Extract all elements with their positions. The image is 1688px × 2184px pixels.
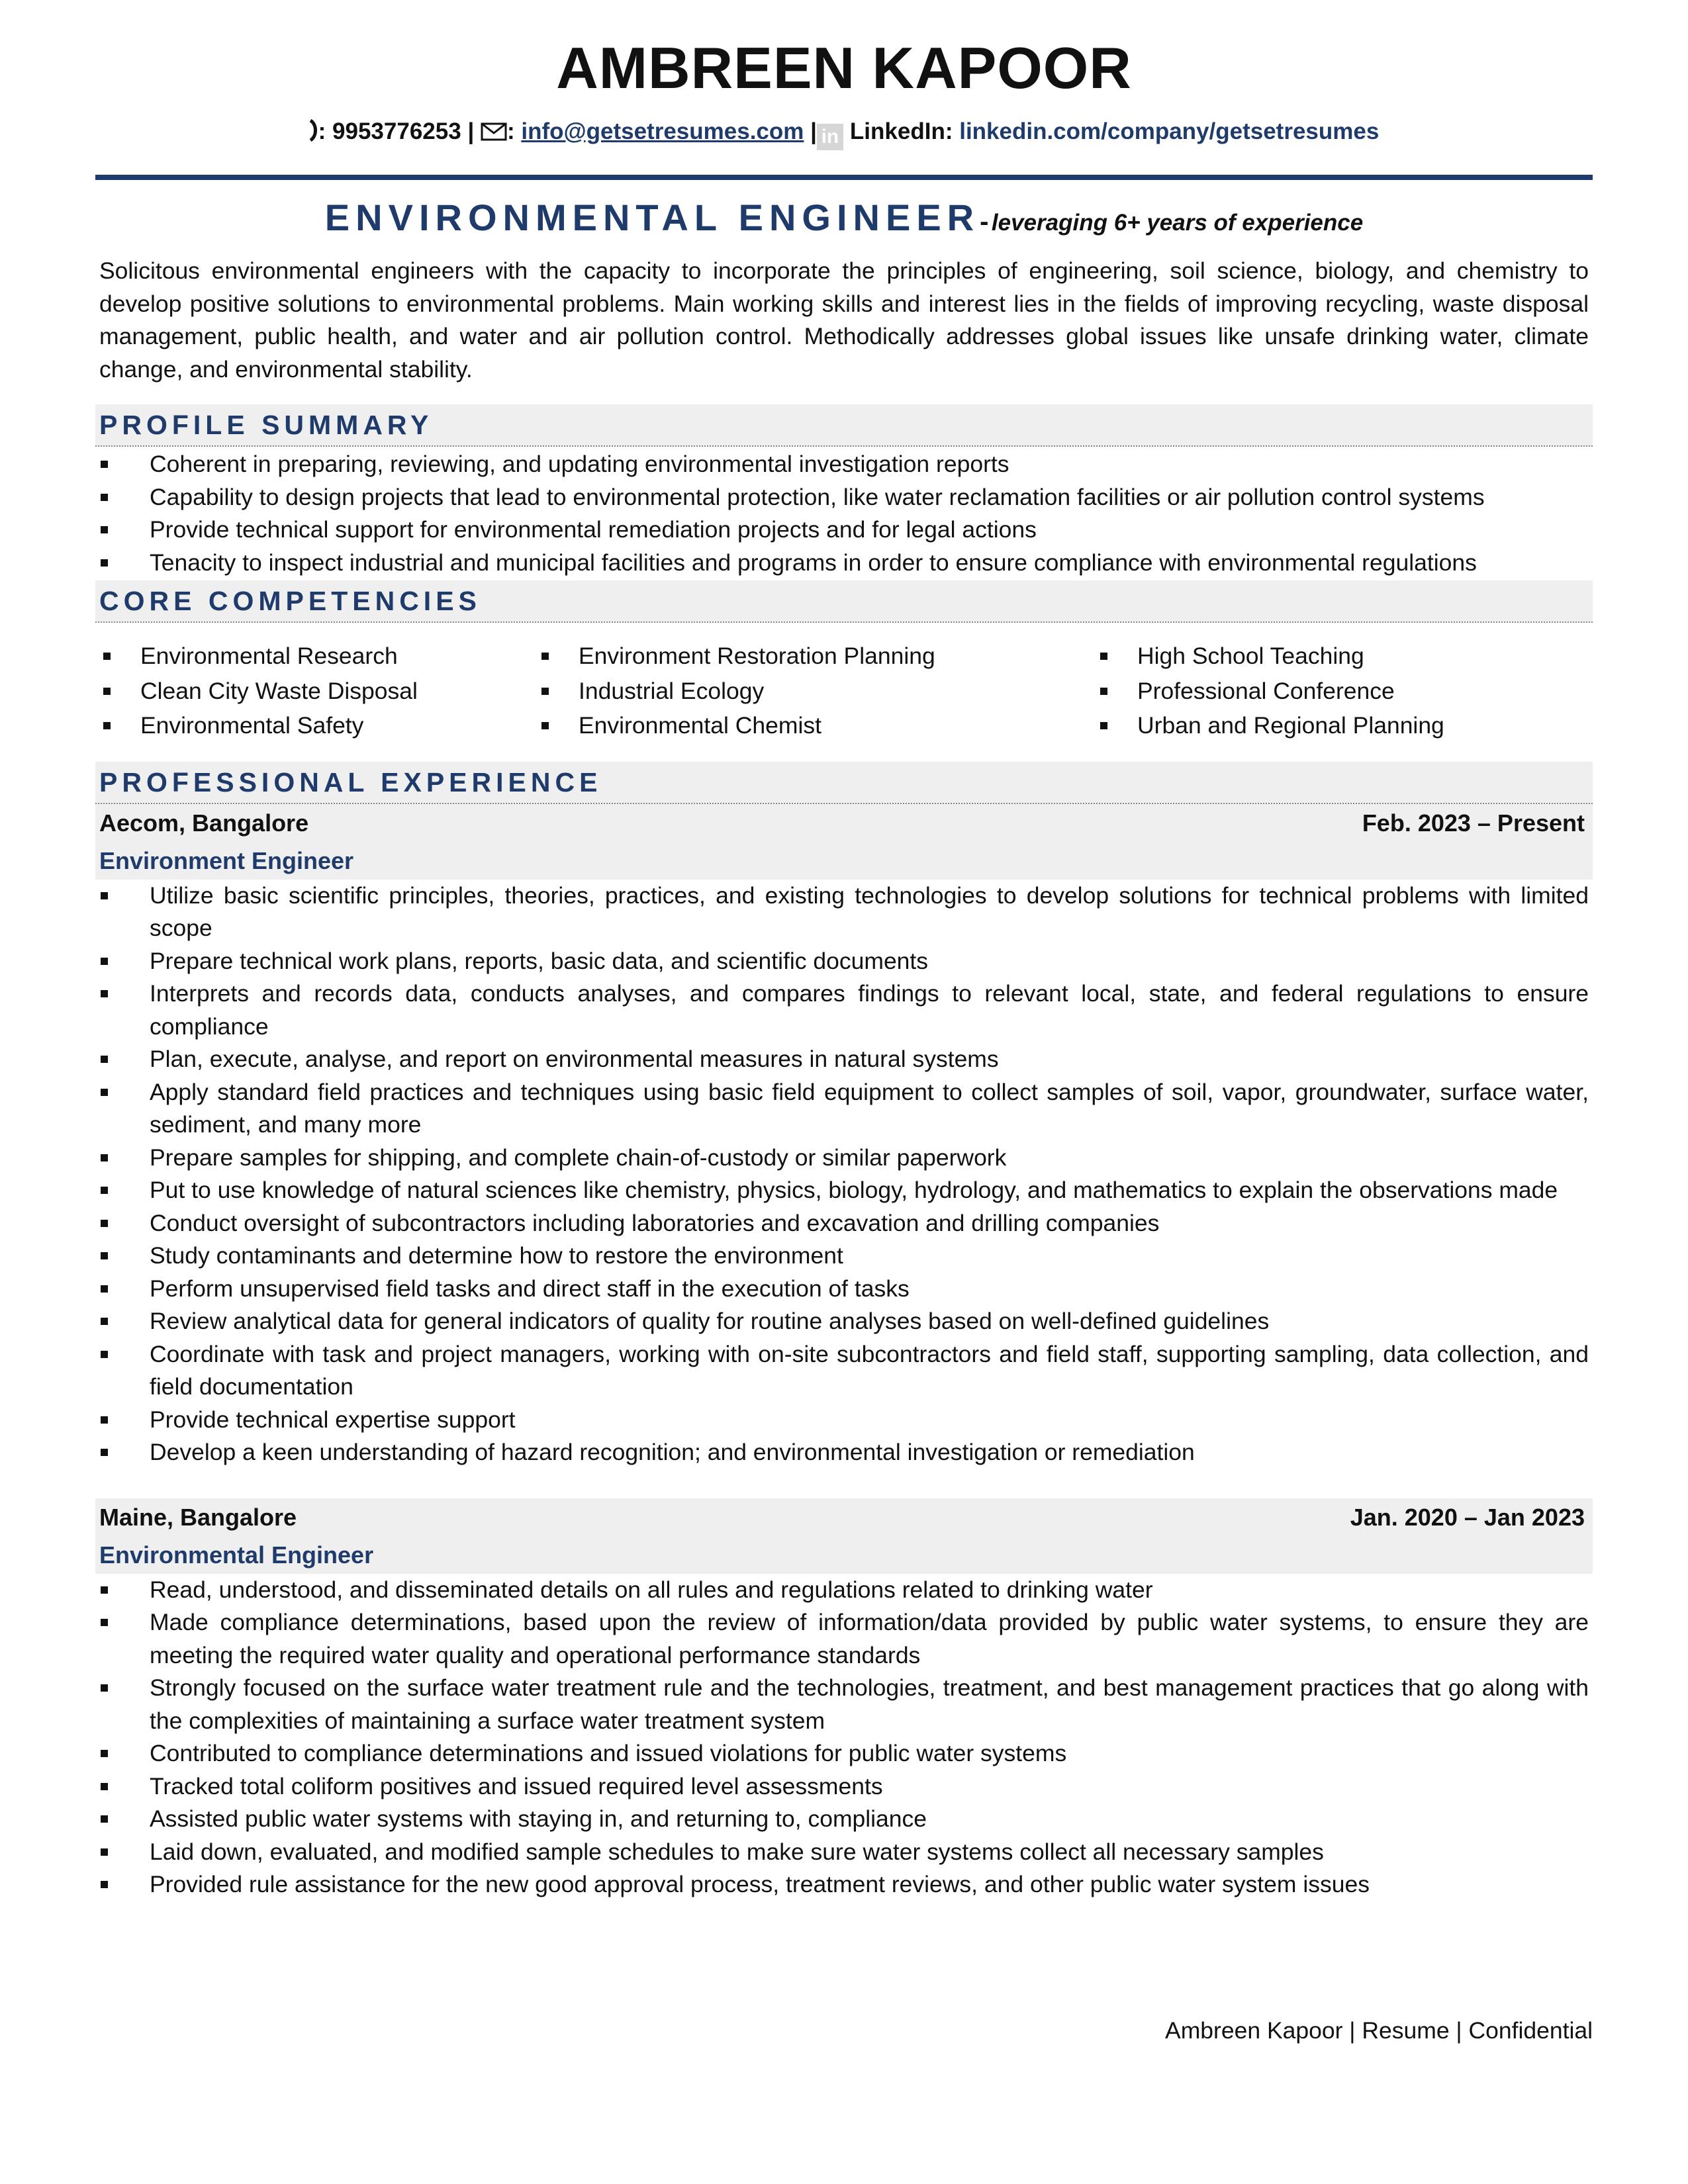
phone-number: : 9953776253 bbox=[318, 118, 461, 144]
email-link[interactable]: info@getsetresumes.com bbox=[521, 118, 804, 144]
linkedin-icon: in bbox=[817, 124, 843, 150]
job-title: Environmental Engineer bbox=[99, 1541, 374, 1569]
section-title-core-competencies: CORE COMPETENCIES bbox=[95, 580, 1593, 623]
list-item: Laid down, evaluated, and modified sample schedules to make sure water systems collect all necessary samples bbox=[95, 1836, 1593, 1869]
section-title-professional-experience: PROFESSIONAL EXPERIENCE bbox=[95, 762, 1593, 804]
list-item: Review analytical data for general indicators of quality for routine analyses based on well-defined guidelines bbox=[95, 1305, 1593, 1338]
job-dates: Jan. 2020 – Jan 2023 bbox=[1350, 1503, 1585, 1531]
list-item: Tenacity to inspect industrial and municipal facilities and programs in order to ensure compliance with environmental regulations bbox=[95, 547, 1593, 580]
list-item: Coordinate with task and project managers, working with on-site subcontractors and field staff, supporting sampling, data collection, and field documentation bbox=[95, 1338, 1593, 1404]
list-item: Read, understood, and disseminated details on all rules and regulations related to drinking water bbox=[95, 1574, 1593, 1607]
separator: | bbox=[467, 118, 475, 144]
list-item: Plan, execute, analyse, and report on environmental measures in natural systems bbox=[95, 1043, 1593, 1076]
core-competencies-section bbox=[95, 580, 1593, 743]
section-title-profile-summary: PROFILE SUMMARY bbox=[95, 404, 1593, 447]
phone-icon bbox=[309, 118, 318, 151]
list-item: Tracked total coliform positives and issued required level assessments bbox=[95, 1770, 1593, 1803]
list-item: Study contaminants and determine how to restore the environment bbox=[95, 1240, 1593, 1273]
contact-line bbox=[95, 115, 1593, 151]
competency-item: Urban and Regional Planning bbox=[1092, 708, 1444, 743]
list-item: Conduct oversight of subcontractors including laboratories and excavation and drilling companies bbox=[95, 1207, 1593, 1240]
header-rule bbox=[95, 175, 1593, 180]
profile-summary-section bbox=[95, 404, 1593, 579]
list-item: Perform unsupervised field tasks and direct staff in the execution of tasks bbox=[95, 1273, 1593, 1306]
list-item: Coherent in preparing, reviewing, and updating environmental investigation reports bbox=[95, 448, 1593, 481]
list-item: Provide technical expertise support bbox=[95, 1404, 1593, 1437]
linkedin-link[interactable]: linkedin.com/company/getsetresumes bbox=[959, 118, 1380, 144]
headline bbox=[95, 195, 1593, 251]
separator: | bbox=[810, 118, 817, 144]
competency-item: High School Teaching bbox=[1092, 639, 1444, 674]
competency-item: Environmental Chemist bbox=[534, 708, 1092, 743]
competency-item: Environment Restoration Planning bbox=[534, 639, 1092, 674]
list-item: Interprets and records data, conducts analyses, and compares findings to relevant local, state, and federal regulations to ensure compliance bbox=[95, 978, 1593, 1043]
job-entry bbox=[95, 1498, 1593, 1901]
competency-item: Clean City Waste Disposal bbox=[95, 674, 534, 709]
list-item: Utilize basic scientific principles, theories, practices, and existing technologies to develop solutions for technical problems with limited scope bbox=[95, 880, 1593, 945]
email-label-colon: : bbox=[506, 118, 515, 144]
list-item: Capability to design projects that lead to environmental protection, like water reclamation facilities or air pollution control systems bbox=[95, 481, 1593, 514]
headline-dash: - bbox=[980, 207, 989, 236]
experience-tagline: leveraging 6+ years of experience bbox=[991, 210, 1364, 236]
job-dates: Feb. 2023 – Present bbox=[1362, 809, 1585, 837]
list-item: Strongly focused on the surface water treatment rule and the technologies, treatment, and best management practices that go along with the complexities of maintaining a surface water treatment system bbox=[95, 1672, 1593, 1737]
professional-experience-section bbox=[95, 762, 1593, 1901]
list-item: Apply standard field practices and techniques using basic field equipment to collect samples of soil, vapor, groundwater, surface water, sediment, and many more bbox=[95, 1076, 1593, 1142]
list-item: Prepare samples for shipping, and complete chain-of-custody or similar paperwork bbox=[95, 1142, 1593, 1175]
competency-column bbox=[1092, 639, 1444, 743]
competency-item: Professional Conference bbox=[1092, 674, 1444, 709]
list-item: Provide technical support for environmental remediation projects and for legal actions bbox=[95, 514, 1593, 547]
competency-item: Industrial Ecology bbox=[534, 674, 1092, 709]
company-location: Maine, Bangalore bbox=[99, 1503, 297, 1531]
summary-paragraph: Solicitous environmental engineers with the capacity to incorporate the principles of engineering, soil science, biology, and chemistry to develop positive solutions to environmental problems. Main working skills and interest lies in the fields of improving recycling, waste disposal management, public health, and water and air pollution control. Methodically addresses global issues like unsafe drinking water, climate change, and environmental stability. bbox=[99, 257, 1589, 383]
list-item: Provided rule assistance for the new good approval process, treatment reviews, and other public water system issues bbox=[95, 1868, 1593, 1901]
envelope-icon bbox=[481, 118, 507, 151]
job-title: Environment Engineer bbox=[99, 846, 354, 874]
list-item: Contributed to compliance determinations and issued violations for public water systems bbox=[95, 1737, 1593, 1770]
job-header bbox=[95, 1498, 1593, 1574]
job-header bbox=[95, 804, 1593, 880]
resume-page bbox=[95, 0, 1593, 1901]
list-item: Put to use knowledge of natural sciences like chemistry, physics, biology, hydrology, and mathematics to explain the observations made bbox=[95, 1174, 1593, 1207]
competency-item: Environmental Safety bbox=[95, 708, 534, 743]
company-location: Aecom, Bangalore bbox=[99, 809, 309, 837]
competency-grid bbox=[95, 639, 1593, 743]
list-item: Prepare technical work plans, reports, basic data, and scientific documents bbox=[95, 945, 1593, 978]
page-footer: Ambreen Kapoor | Resume | Confidential bbox=[1165, 2017, 1593, 2044]
linkedin-label: LinkedIn: bbox=[849, 118, 953, 144]
candidate-name: AMBREEN KAPOOR bbox=[556, 35, 1132, 101]
list-item: Made compliance determinations, based upon the review of information/data provided by public water systems, to ensure they are meeting the required water quality and operational performance standards bbox=[95, 1606, 1593, 1672]
competency-item: Environmental Research bbox=[95, 639, 534, 674]
competency-column bbox=[95, 639, 534, 743]
list-item: Assisted public water systems with staying in, and returning to, compliance bbox=[95, 1803, 1593, 1836]
job-entry bbox=[95, 804, 1593, 1469]
job-role-title: ENVIRONMENTAL ENGINEER bbox=[324, 197, 980, 238]
list-item: Develop a keen understanding of hazard recognition; and environmental investigation or remediation bbox=[95, 1436, 1593, 1469]
competency-column bbox=[534, 639, 1092, 743]
